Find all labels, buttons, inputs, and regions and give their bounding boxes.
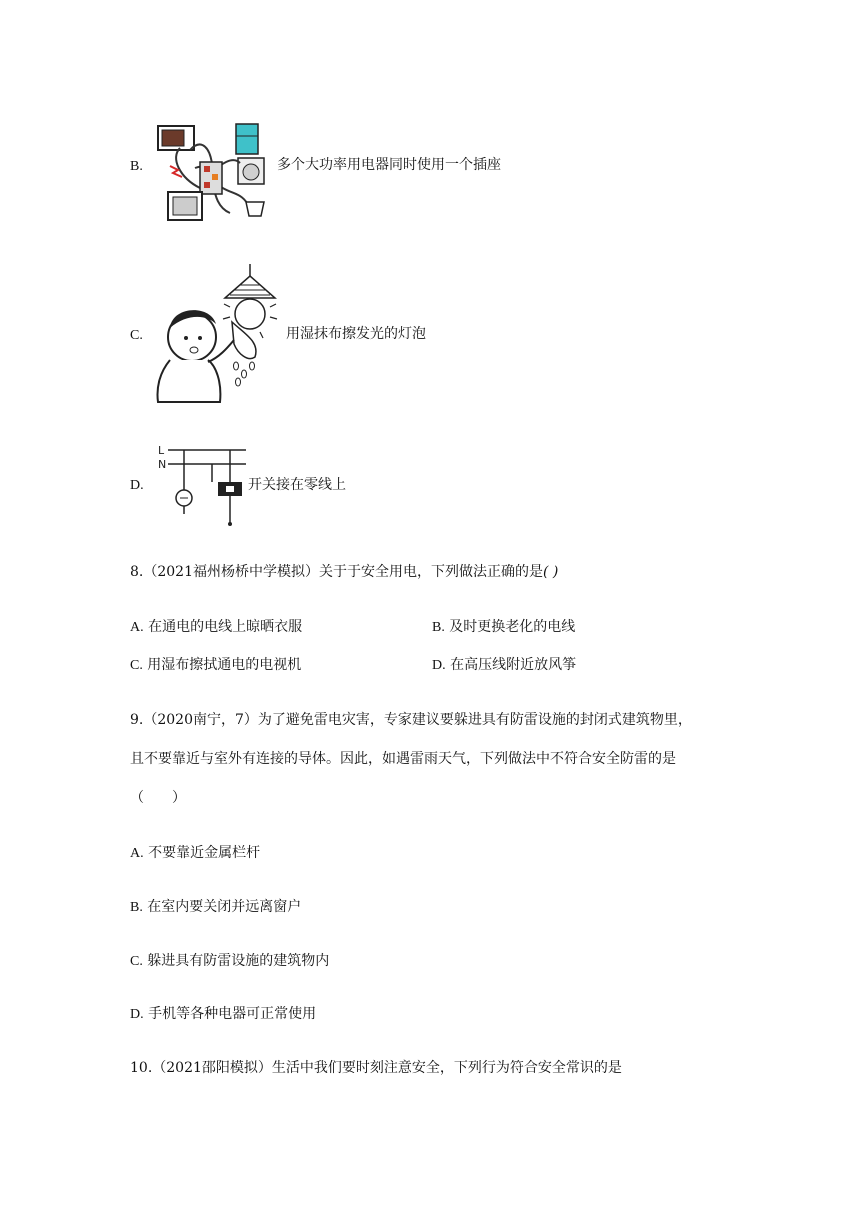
question-8-option-d — [432, 658, 576, 673]
q8-option-d-text: 在高压线附近放风筝 — [450, 657, 577, 673]
q8-option-c-label: C. — [130, 658, 143, 673]
option-c-label: C. — [130, 328, 143, 343]
q8-option-a-text: 在通电的电线上晾晒衣服 — [148, 619, 303, 635]
q8-option-b-text: 及时更换老化的电线 — [449, 619, 576, 635]
question-9-answer-bracket: （ ） — [130, 790, 186, 806]
question-8-stem-text: 8.（2021福州杨桥中学模拟）关于于安全用电，下列做法正确的是 — [130, 564, 543, 580]
option-d-label: D. — [130, 478, 144, 493]
q8-option-d-label: D. — [432, 658, 446, 673]
question-8-option-a — [130, 620, 302, 635]
option-b-text: 多个大功率用电器同时使用一个插座 — [277, 157, 501, 173]
q9-option-a-label: A. — [130, 846, 144, 861]
neutral-wire-label: N — [158, 458, 167, 471]
question-9-stem-line-1: 9.（2020南宁，7）为了避免雷电灾害，专家建议要躲进具有防雷设施的封闭式建筑物里， — [130, 712, 692, 728]
option-c-text: 用湿抹布擦发光的灯泡 — [286, 326, 426, 342]
q9-option-b-text: 在室内要关闭并远离窗户 — [147, 899, 302, 915]
overloaded-socket-illustration — [150, 118, 275, 226]
question-9-stem-line-2: 且不要靠近与室外有连接的导体。因此，如遇雷雨天气，下列做法中不符合安全防雷的是 — [130, 751, 676, 767]
q9-option-d-text: 手机等各种电器可正常使用 — [148, 1006, 317, 1022]
question-8-option-b — [432, 620, 575, 635]
question-9-option-c — [130, 954, 329, 969]
question-9-option-d — [130, 1007, 316, 1022]
question-8-option-c — [130, 658, 301, 673]
q8-option-a-label: A. — [130, 620, 144, 635]
option-d-text: 开关接在零线上 — [248, 477, 346, 493]
question-8-stem — [130, 565, 558, 579]
q8-option-c-text: 用湿布擦拭通电的电视机 — [147, 657, 302, 673]
question-10-stem: 10.（2021邵阳模拟）生活中我们要时刻注意安全，下列行为符合安全常识的是 — [130, 1060, 622, 1076]
boy-wiping-lamp-illustration — [150, 262, 285, 407]
q9-option-d-label: D. — [130, 1007, 144, 1022]
q8-option-b-label: B. — [432, 620, 445, 635]
question-9-option-a — [130, 846, 260, 861]
live-wire-label: L — [158, 444, 165, 457]
q9-option-c-label: C. — [130, 954, 143, 969]
q9-option-c-text: 躲进具有防雷设施的建筑物内 — [147, 953, 330, 969]
question-8-answer-bracket: ( ) — [543, 564, 559, 580]
question-9-option-b — [130, 900, 301, 915]
switch-circuit-diagram — [150, 440, 250, 528]
option-b-label: B. — [130, 159, 143, 174]
q9-option-b-label: B. — [130, 900, 143, 915]
q9-option-a-text: 不要靠近金属栏杆 — [148, 845, 261, 861]
